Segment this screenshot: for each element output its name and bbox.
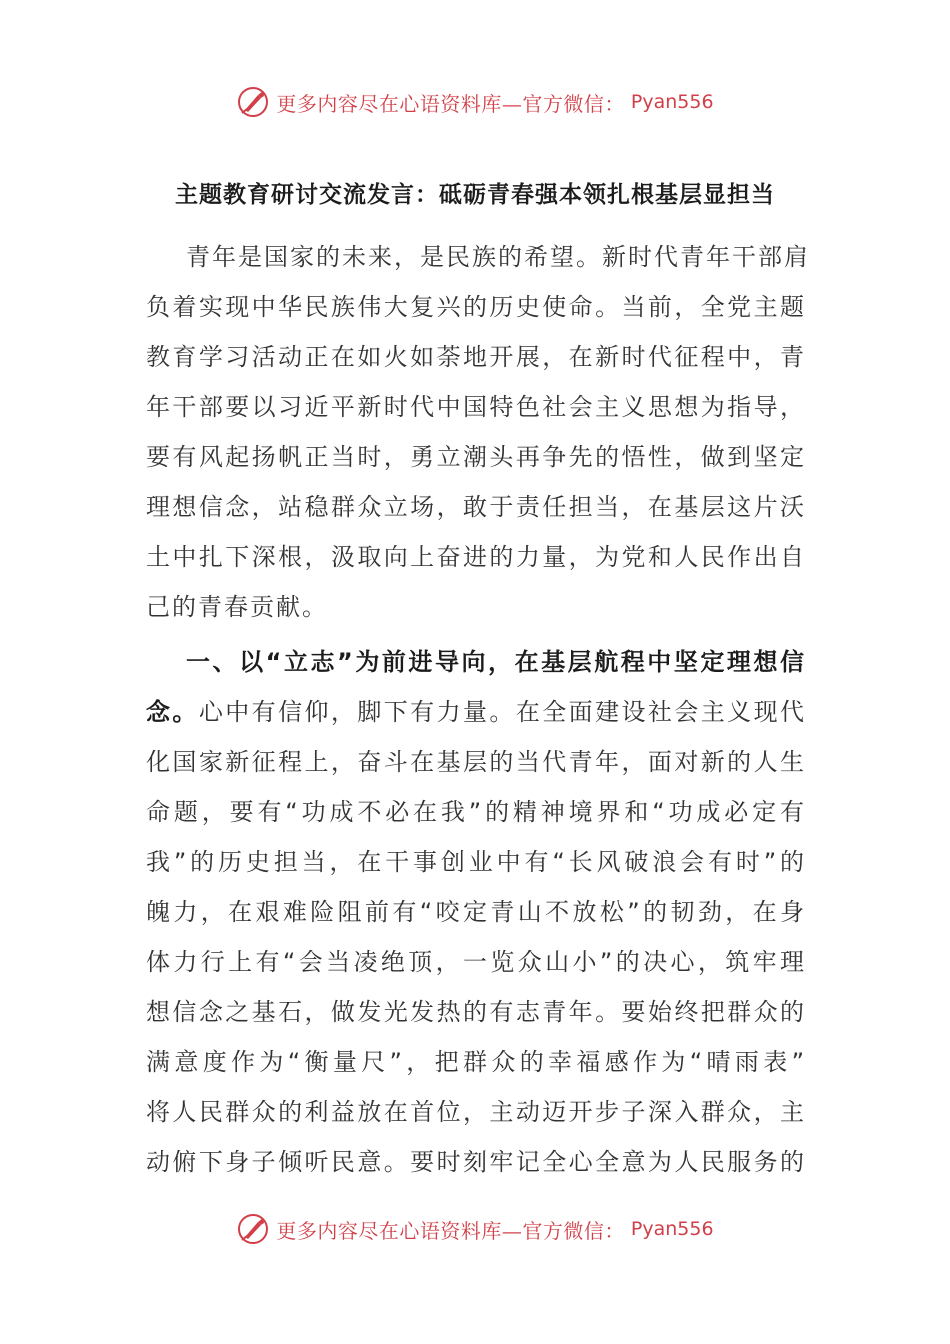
intro-paragraph [146, 232, 810, 632]
watermark-wechat-id: Pyan556 [630, 91, 714, 113]
text-line: 年干部要以习近平新时代中国特色社会主义思想为指导， [146, 393, 806, 421]
watermark-banner-bottom [0, 1209, 950, 1249]
text-line: 教育学习活动正在如火如荼地开展，在新时代征程中，青 [146, 343, 806, 371]
document-title: 主题教育研讨交流发言：砥砺青春强本领扎根基层显担当 [175, 182, 775, 208]
section-heading-tail: 念。 [146, 698, 199, 726]
watermark-wechat-id: Pyan556 [630, 1218, 714, 1240]
section-1-paragraph [146, 637, 806, 1187]
text-line: 要有风起扬帆正当时，勇立潮头再争先的悟性，做到坚定 [146, 443, 806, 471]
text-line: 动俯下身子倾听民意。要时刻牢记全心全意为人民服务的 [146, 1148, 806, 1176]
text-line: 我”的历史担当，在干事创业中有“长风破浪会有时”的 [146, 848, 806, 876]
watermark-text: 更多内容尽在心语资料库—官方微信： [276, 1218, 625, 1243]
text-line: 己的青春贡献。 [146, 593, 328, 621]
watermark-banner-top [0, 82, 950, 122]
section-heading: 一、以“立志”为前进导向，在基层航程中坚定理想信 [186, 648, 806, 676]
text-line: 想信念之基石，做发光发热的有志青年。要始终把群众的 [146, 998, 806, 1026]
text-line-rest: 心中有信仰，脚下有力量。在全面建设社会主义现代 [198, 698, 807, 726]
text-line: 负着实现中华民族伟大复兴的历史使命。当前，全党主题 [146, 293, 806, 321]
pen-nib-logo-icon [236, 85, 270, 119]
text-line: 化国家新征程上，奋斗在基层的当代青年，面对新的人生 [146, 748, 806, 776]
text-line: 命题，要有“功成不必在我”的精神境界和“功成必定有 [146, 798, 806, 826]
watermark-text: 更多内容尽在心语资料库—官方微信： [276, 91, 625, 116]
text-line: 体力行上有“会当凌绝顶，一览众山小”的决心，筑牢理 [146, 948, 806, 976]
text-line: 理想信念，站稳群众立场，敢于责任担当，在基层这片沃 [146, 493, 806, 521]
text-line [146, 687, 806, 737]
pen-nib-logo-icon [236, 1212, 270, 1246]
text-line: 青年是国家的未来，是民族的希望。新时代青年干部肩 [186, 243, 810, 271]
text-line: 将人民群众的利益放在首位，主动迈开步子深入群众，主 [146, 1098, 806, 1126]
text-line: 满意度作为“衡量尺”，把群众的幸福感作为“晴雨表” [146, 1048, 806, 1076]
text-line: 土中扎下深根，汲取向上奋进的力量，为党和人民作出自 [146, 543, 806, 571]
text-line: 魄力，在艰难险阻前有“咬定青山不放松”的韧劲，在身 [146, 898, 806, 926]
